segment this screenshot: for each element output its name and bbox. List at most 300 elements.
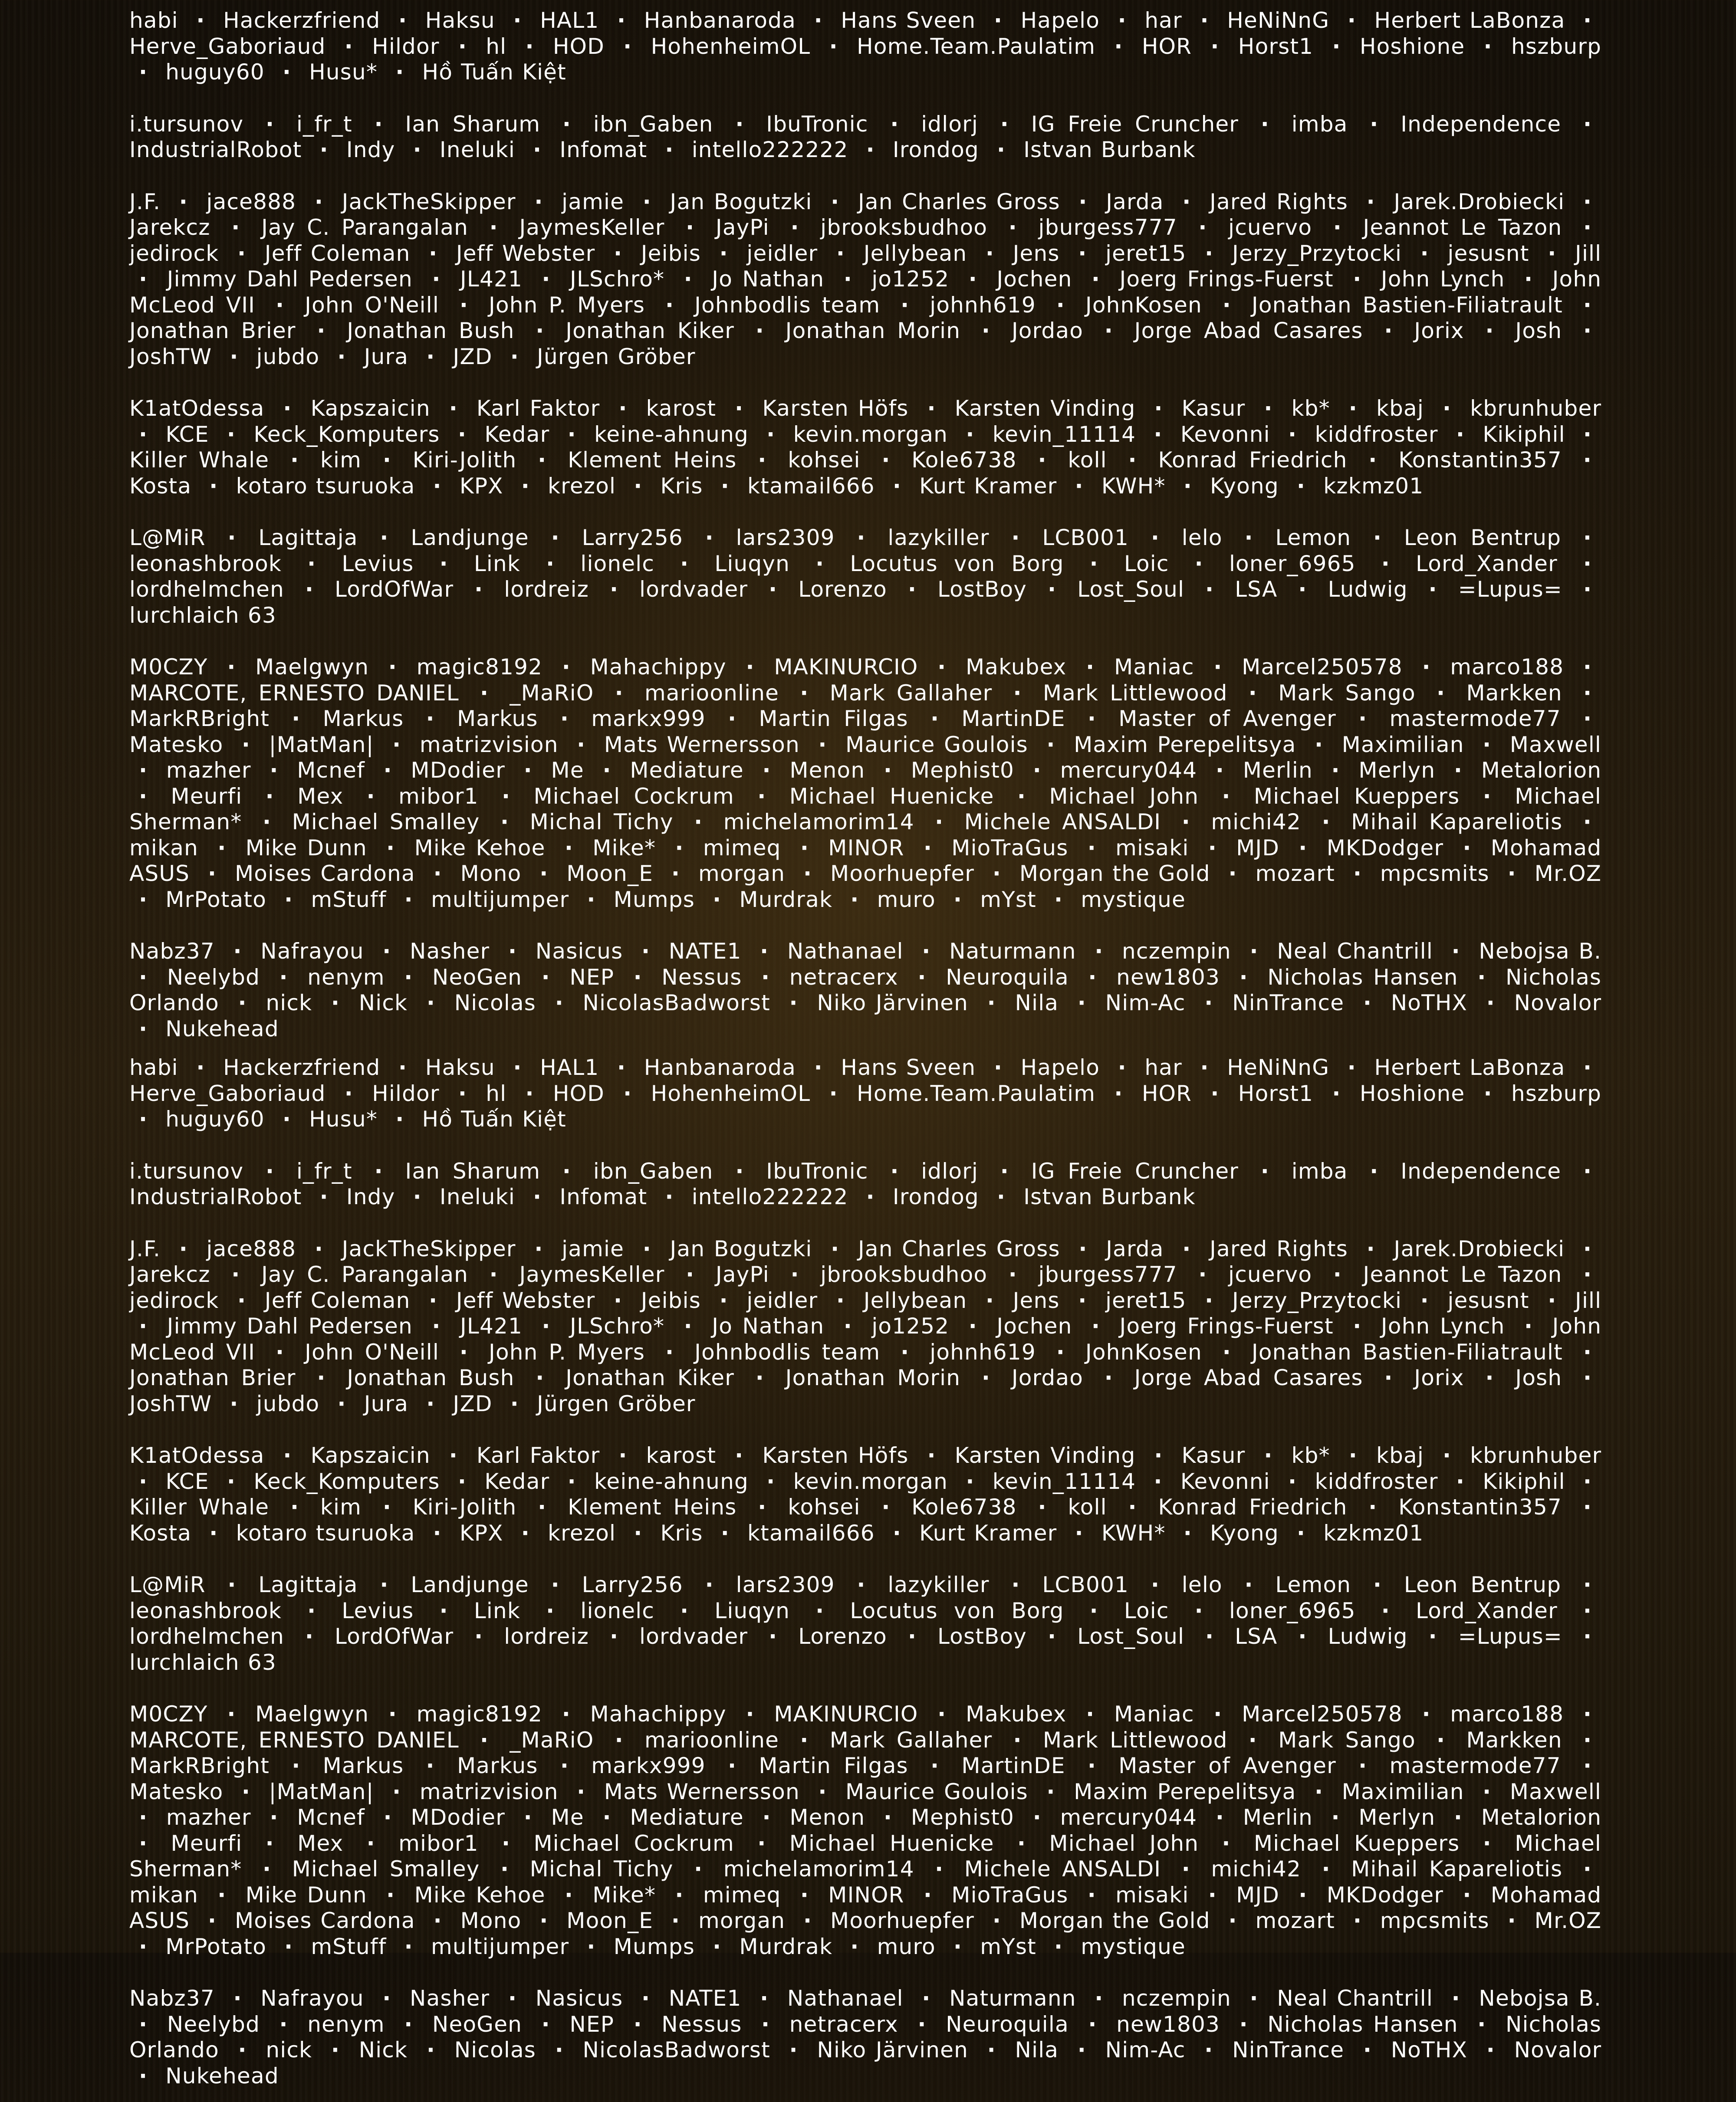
name-separator: ·	[433, 1520, 442, 1546]
name-separator: ·	[1583, 1598, 1592, 1623]
contributor-name: Nabz37	[129, 939, 215, 964]
name-separator: ·	[577, 732, 586, 757]
contributor-name: Lord_Xander	[1416, 1598, 1558, 1623]
contributor-name: Me	[551, 758, 584, 783]
contributor-name: Levius	[342, 551, 414, 576]
name-separator: ·	[1087, 835, 1096, 861]
name-separator: ·	[1583, 1468, 1592, 1494]
contributor-name: Mark Gallaher	[829, 680, 993, 706]
contributor-name: Hanbanaroda	[644, 8, 796, 33]
name-separator: ·	[1384, 1365, 1393, 1390]
name-separator: ·	[501, 783, 511, 809]
name-separator: ·	[1182, 1236, 1191, 1261]
contributor-name: Jan Bogutzki	[670, 1236, 812, 1261]
name-separator: ·	[510, 1391, 519, 1416]
contributor-name: Jura	[364, 344, 409, 369]
name-separator: ·	[1038, 1494, 1047, 1520]
contributor-name: Naturmann	[949, 939, 1076, 964]
name-separator: ·	[395, 59, 404, 85]
name-separator: ·	[139, 1830, 148, 1856]
contributor-name: kbrunhuber	[1470, 1443, 1602, 1468]
name-separator: ·	[892, 473, 902, 499]
contributor-name: Hoshione	[1359, 33, 1465, 59]
contributor-name: mpcsmits	[1380, 861, 1489, 886]
name-separator: ·	[1296, 1520, 1306, 1546]
credits-name-list	[129, 1986, 1601, 2089]
contributor-name: kotaro tsuruoka	[236, 473, 415, 499]
contributor-name: marioonline	[644, 1727, 779, 1753]
contributor-name: Maelgwyn	[255, 1701, 369, 1727]
name-separator: ·	[508, 1986, 517, 2011]
contributor-name: morgan	[698, 1908, 786, 1933]
name-separator: ·	[1583, 1624, 1592, 1649]
contributor-name: lordhelmchen	[129, 1624, 284, 1649]
name-separator: ·	[1583, 680, 1592, 706]
name-separator: ·	[209, 1520, 218, 1546]
contributor-name: Nessus	[661, 2011, 742, 2037]
contributor-name: Kasur	[1181, 396, 1246, 421]
contributor-name: Herve_Gaboriaud	[129, 1081, 326, 1106]
name-separator: ·	[1046, 732, 1055, 757]
contributor-name: Neal Chantrill	[1277, 1986, 1433, 2011]
name-separator: ·	[633, 964, 642, 990]
contributor-name: Joerg Frings-Fuerst	[1119, 1314, 1334, 1339]
name-separator: ·	[917, 2011, 927, 2037]
contributor-name: jubdo	[256, 344, 320, 369]
contributor-name: Jeannot Le Tazon	[1363, 215, 1562, 240]
name-separator: ·	[1095, 1986, 1104, 2011]
name-separator: ·	[1314, 1779, 1324, 1804]
name-separator: ·	[1451, 1986, 1460, 2011]
contributor-name: JL421	[460, 266, 523, 292]
contributor-name: michelamorim14	[723, 1856, 914, 1882]
contributor-name: i_fr_t	[296, 1158, 352, 1184]
contributor-name: Landjunge	[411, 1572, 529, 1597]
contributor-name: J.F.	[129, 1236, 161, 1261]
contributor-name: karost	[646, 396, 717, 421]
name-separator: ·	[1298, 1624, 1307, 1649]
contributor-name: Morgan the Gold	[1019, 861, 1210, 886]
contributor-name: Nasicus	[535, 1986, 623, 2011]
contributor-name: Marcel250578	[1242, 654, 1403, 680]
name-separator: ·	[305, 577, 314, 602]
name-separator: ·	[567, 421, 576, 447]
contributor-name: Jay C. Parangalan	[261, 215, 469, 240]
contributor-name: michi42	[1211, 1856, 1302, 1882]
name-separator: ·	[1583, 215, 1592, 240]
name-separator: ·	[907, 1624, 917, 1649]
contributor-name: J.F.	[129, 189, 161, 214]
contributor-name: mpcsmits	[1380, 1908, 1489, 1933]
contributor-name: Jeff Coleman	[264, 240, 411, 266]
contributor-name: Mark Littlewood	[1042, 1727, 1228, 1753]
name-separator: ·	[602, 758, 612, 783]
contributor-name: Konstantin357	[1398, 1494, 1562, 1520]
contributor-name: lelo	[1181, 525, 1223, 550]
contributor-name: JZD	[453, 1391, 493, 1416]
name-separator: ·	[684, 266, 693, 292]
name-separator: ·	[1483, 1779, 1492, 1804]
contributor-name: Michele ANSALDI	[964, 809, 1161, 834]
name-separator: ·	[1204, 990, 1213, 1015]
contributor-name: muro	[877, 887, 936, 912]
contributor-name: Jill	[1575, 240, 1602, 266]
name-separator: ·	[307, 1598, 316, 1623]
name-separator: ·	[993, 1055, 1003, 1080]
name-separator: ·	[1038, 447, 1047, 473]
name-separator: ·	[1213, 1701, 1223, 1727]
name-separator: ·	[513, 8, 522, 33]
contributor-name: Ludwig	[1328, 1624, 1408, 1649]
name-separator: ·	[1373, 1572, 1382, 1597]
name-separator: ·	[1486, 2037, 1495, 2063]
name-separator: ·	[992, 1908, 1002, 1933]
name-separator: ·	[1181, 809, 1190, 834]
contributor-name: lordreiz	[504, 577, 589, 602]
name-separator: ·	[1381, 551, 1390, 576]
contributor-name: Lost_Soul	[1077, 1624, 1185, 1649]
contributor-name: Hapelo	[1020, 1055, 1100, 1080]
contributor-name: Istvan Burbank	[1023, 1184, 1196, 1209]
contributor-name: Jo Nathan	[712, 1314, 825, 1339]
contributor-name: Michael John	[1049, 783, 1199, 809]
contributor-name: idlorj	[921, 1158, 979, 1184]
name-separator: ·	[1244, 1572, 1253, 1597]
contributor-name: LSA	[1235, 1624, 1278, 1649]
name-separator: ·	[1054, 887, 1063, 912]
name-separator: ·	[458, 1081, 467, 1106]
name-separator: ·	[1453, 758, 1463, 783]
name-separator: ·	[383, 758, 392, 783]
contributor-name: Jarek.Drobiecki	[1394, 189, 1565, 214]
name-separator: ·	[1583, 577, 1592, 602]
contributor-name: Nila	[1015, 990, 1059, 1015]
contributor-name: i.tursunov	[129, 111, 244, 137]
contributor-name: Maximilian	[1341, 732, 1464, 757]
credits-name-list	[129, 1701, 1601, 1960]
name-separator: ·	[1200, 8, 1209, 33]
name-separator: ·	[1077, 990, 1086, 1015]
contributor-name: Nabz37	[129, 1986, 215, 2011]
name-separator: ·	[139, 1107, 148, 1132]
name-separator: ·	[413, 1184, 422, 1209]
contributor-name: Moises Cardona	[234, 1908, 415, 1933]
contributor-name: Loic	[1124, 551, 1169, 576]
name-separator: ·	[800, 1882, 809, 1908]
contributor-name: Markus	[457, 706, 538, 731]
contributor-name: Haksu	[425, 8, 495, 33]
name-separator: ·	[735, 1443, 744, 1468]
name-separator: ·	[1437, 680, 1446, 706]
contributor-name: lordvader	[639, 577, 748, 602]
contributor-name: Karsten Vinding	[954, 396, 1136, 421]
contributor-name: NEP	[569, 2011, 615, 2037]
contributor-name: Kapszaicin	[310, 396, 431, 421]
name-separator: ·	[1451, 939, 1460, 964]
name-separator: ·	[1011, 525, 1020, 550]
contributor-name: MrPotato	[165, 887, 266, 912]
contributor-name: Mr.OZ	[1534, 1908, 1602, 1933]
contributor-name: Nim-Ac	[1105, 990, 1186, 1015]
name-separator: ·	[344, 1081, 353, 1106]
name-separator: ·	[429, 240, 438, 266]
name-separator: ·	[1463, 1882, 1472, 1908]
contributor-name: mStuff	[311, 887, 387, 912]
contributor-name: mercury044	[1060, 1805, 1197, 1830]
name-separator: ·	[1213, 654, 1223, 680]
contributor-name: Mono	[460, 861, 522, 886]
credits-section-k	[129, 1443, 1601, 1546]
contributor-name: JL421	[460, 1314, 523, 1339]
name-separator: ·	[935, 809, 944, 834]
contributor-name: Maniac	[1114, 654, 1194, 680]
name-separator: ·	[1370, 1158, 1379, 1184]
contributor-name: NinTrance	[1232, 990, 1345, 1015]
contributor-name: Nathanael	[787, 939, 904, 964]
name-separator: ·	[1299, 1882, 1308, 1908]
name-separator: ·	[831, 1236, 840, 1261]
name-separator: ·	[684, 1314, 693, 1339]
credits-section-k	[129, 396, 1601, 499]
credits-name-list	[129, 939, 1601, 1042]
contributor-name: _MaRiO	[510, 680, 594, 706]
contributor-name: Niko Järvinen	[817, 990, 969, 1015]
contributor-name: jo1252	[871, 266, 950, 292]
name-separator: ·	[615, 1727, 624, 1753]
name-separator: ·	[587, 1934, 596, 1959]
contributor-name: Nasicus	[535, 939, 623, 964]
name-separator: ·	[769, 577, 778, 602]
contributor-name: kohsei	[788, 447, 861, 473]
name-separator: ·	[790, 1262, 799, 1287]
contributor-name: nenym	[307, 2011, 385, 2037]
contributor-name: Levius	[342, 1598, 414, 1623]
name-separator: ·	[1384, 318, 1393, 343]
name-separator: ·	[1054, 1934, 1063, 1959]
contributor-name: Marcel250578	[1242, 1701, 1403, 1727]
name-separator: ·	[276, 292, 285, 318]
name-separator: ·	[1583, 1753, 1592, 1778]
credits-name-list	[129, 8, 1601, 85]
name-separator: ·	[459, 292, 469, 318]
contributor-name: MarkRBright	[129, 1753, 270, 1778]
name-separator: ·	[1077, 2037, 1086, 2063]
contributor-name: LordOfWar	[335, 577, 454, 602]
contributor-name: K1atOdessa	[129, 396, 265, 421]
contributor-name: lurchlaich 63	[129, 602, 276, 628]
contributor-name: Maelgwyn	[255, 654, 369, 680]
contributor-name: Maximilian	[1341, 1779, 1464, 1804]
name-separator: ·	[139, 887, 148, 912]
contributor-name: kiddfroster	[1315, 421, 1438, 447]
name-separator: ·	[314, 189, 324, 214]
name-separator: ·	[1228, 1908, 1237, 1933]
contributor-name: matrizvision	[419, 1779, 559, 1804]
name-separator: ·	[139, 266, 148, 292]
name-separator: ·	[480, 680, 489, 706]
name-separator: ·	[694, 1856, 703, 1882]
contributor-name: Jordao	[1011, 1365, 1083, 1390]
contributor-name: jbrooksbudhoo	[820, 1262, 988, 1287]
contributor-name: Merlyn	[1358, 1805, 1436, 1830]
contributor-name: HohenheimOL	[651, 1081, 811, 1106]
contributor-name: Mihail Kapareliotis	[1351, 1856, 1563, 1882]
name-separator: ·	[508, 939, 517, 964]
contributor-name: ibn_Gaben	[593, 1158, 713, 1184]
contributor-name: Lemon	[1275, 1572, 1351, 1597]
credits-name-list	[129, 1055, 1601, 1133]
contributor-name: JayPi	[715, 215, 769, 240]
name-separator: ·	[404, 964, 413, 990]
name-separator: ·	[521, 473, 530, 499]
contributor-name: Moorhuepfer	[830, 861, 975, 886]
name-separator: ·	[1322, 1856, 1331, 1882]
contributor-name: MKDodger	[1326, 1882, 1444, 1908]
contributor-name: kevin.morgan	[793, 421, 948, 447]
name-separator: ·	[1437, 1727, 1446, 1753]
name-separator: ·	[207, 861, 217, 886]
contributor-name: Independence	[1401, 111, 1562, 137]
name-separator: ·	[968, 266, 977, 292]
contributor-name: Lost_Soul	[1077, 577, 1185, 602]
name-separator: ·	[1353, 1314, 1362, 1339]
name-separator: ·	[217, 835, 227, 861]
name-separator: ·	[474, 577, 483, 602]
contributor-name: marco188	[1450, 654, 1564, 680]
contributor-name: new1803	[1116, 964, 1220, 990]
contributor-name: lelo	[1181, 1572, 1223, 1597]
contributor-name: Mark Sango	[1278, 680, 1416, 706]
contributor-name: kevin.morgan	[793, 1468, 948, 1494]
contributor-name: Liuqyn	[714, 1598, 790, 1623]
name-separator: ·	[1198, 1262, 1207, 1287]
name-separator: ·	[404, 2011, 413, 2037]
contributor-name: HOD	[552, 1081, 605, 1106]
name-separator: ·	[922, 1986, 931, 2011]
name-separator: ·	[1363, 990, 1372, 1015]
name-separator: ·	[1583, 654, 1592, 680]
contributor-name: Konrad Friedrich	[1158, 447, 1348, 473]
name-separator: ·	[642, 1236, 651, 1261]
contributor-name: Lord_Xander	[1416, 551, 1558, 576]
name-separator: ·	[890, 1158, 899, 1184]
name-separator: ·	[560, 1753, 569, 1778]
name-separator: ·	[265, 783, 274, 809]
name-separator: ·	[227, 421, 236, 447]
name-separator: ·	[564, 1882, 574, 1908]
contributor-name: Jo Nathan	[712, 266, 825, 292]
contributor-name: HAL1	[540, 8, 599, 33]
contributor-name: HAL1	[540, 1055, 599, 1080]
name-separator: ·	[1205, 240, 1214, 266]
contributor-name: LCB001	[1042, 525, 1129, 550]
contributor-name: MrPotato	[165, 1934, 266, 1959]
name-separator: ·	[1288, 421, 1297, 447]
contributor-name: Maurice Goulois	[845, 1779, 1028, 1804]
contributor-name: Mr.OZ	[1534, 861, 1602, 886]
contributor-name: Karsten Höfs	[762, 1443, 909, 1468]
contributor-name: Mats Wernersson	[604, 732, 800, 757]
contributor-name: Indy	[346, 137, 395, 162]
name-separator: ·	[1154, 1468, 1163, 1494]
contributor-name: mystique	[1081, 887, 1186, 912]
contributor-name: Kevonni	[1180, 421, 1270, 447]
name-separator: ·	[818, 1779, 827, 1804]
contributor-name: kbaj	[1376, 1443, 1424, 1468]
contributor-name: Mike Kehoe	[414, 1882, 546, 1908]
name-separator: ·	[789, 990, 798, 1015]
contributor-name: JaymesKeller	[519, 215, 665, 240]
contributor-name: L@MiR	[129, 525, 206, 550]
contributor-name: Kiri-Jolith	[412, 1494, 517, 1520]
name-separator: ·	[881, 447, 891, 473]
name-separator: ·	[1000, 1158, 1009, 1184]
name-separator: ·	[1322, 809, 1331, 834]
contributor-name: Maxim Perepelitsya	[1074, 732, 1296, 757]
contributor-name: Kevonni	[1180, 1468, 1270, 1494]
contributor-name: Ian Sharum	[405, 1158, 541, 1184]
name-separator: ·	[1104, 1365, 1113, 1390]
contributor-name: John Lynch	[1381, 1314, 1505, 1339]
name-separator: ·	[634, 473, 643, 499]
contributor-name: Jan Charles Gross	[858, 1236, 1060, 1261]
credits-name-list	[129, 1572, 1601, 1675]
contributor-name: nick	[266, 2037, 312, 2063]
name-separator: ·	[1477, 964, 1486, 990]
name-separator: ·	[1583, 292, 1592, 318]
contributor-name: Markus	[457, 1753, 538, 1778]
name-separator: ·	[1239, 2011, 1248, 2037]
name-separator: ·	[1048, 1624, 1057, 1649]
name-separator: ·	[534, 189, 543, 214]
name-separator: ·	[307, 551, 316, 576]
contributor-name: Johnbodlis team	[694, 292, 881, 318]
contributor-name: Kedar	[484, 421, 550, 447]
name-separator: ·	[279, 964, 288, 990]
name-separator: ·	[1381, 1598, 1390, 1623]
name-separator: ·	[413, 137, 422, 162]
credits-name-list	[129, 1236, 1601, 1417]
contributor-name: jace888	[206, 189, 296, 214]
contributor-name: Mcnef	[297, 1805, 365, 1830]
contributor-name: Jarekcz	[129, 215, 210, 240]
contributor-name: Matesko	[129, 732, 224, 757]
contributor-name: KWH*	[1101, 1520, 1166, 1546]
contributor-name: Hackerzfriend	[223, 8, 381, 33]
name-separator: ·	[892, 1520, 902, 1546]
name-separator: ·	[1332, 33, 1341, 59]
contributor-name: Jeibis	[641, 240, 701, 266]
contributor-name: Jarda	[1106, 189, 1164, 214]
name-separator: ·	[866, 1184, 875, 1209]
name-separator: ·	[758, 1494, 767, 1520]
contributor-name: MAKINURCIO	[774, 654, 918, 680]
name-separator: ·	[1264, 396, 1273, 421]
name-separator: ·	[1048, 577, 1057, 602]
contributor-name: Jordao	[1011, 318, 1083, 343]
name-separator: ·	[642, 189, 651, 214]
contributor-name: LostBoy	[937, 1624, 1027, 1649]
name-separator: ·	[426, 990, 436, 1015]
contributor-name: jeret15	[1105, 240, 1187, 266]
contributor-name: lars2309	[736, 525, 835, 550]
contributor-name: mikan	[129, 835, 199, 861]
name-separator: ·	[641, 939, 651, 964]
name-separator: ·	[705, 1572, 714, 1597]
name-separator: ·	[1456, 421, 1465, 447]
contributor-name: NeoGen	[432, 2011, 523, 2037]
name-separator: ·	[789, 2037, 798, 2063]
